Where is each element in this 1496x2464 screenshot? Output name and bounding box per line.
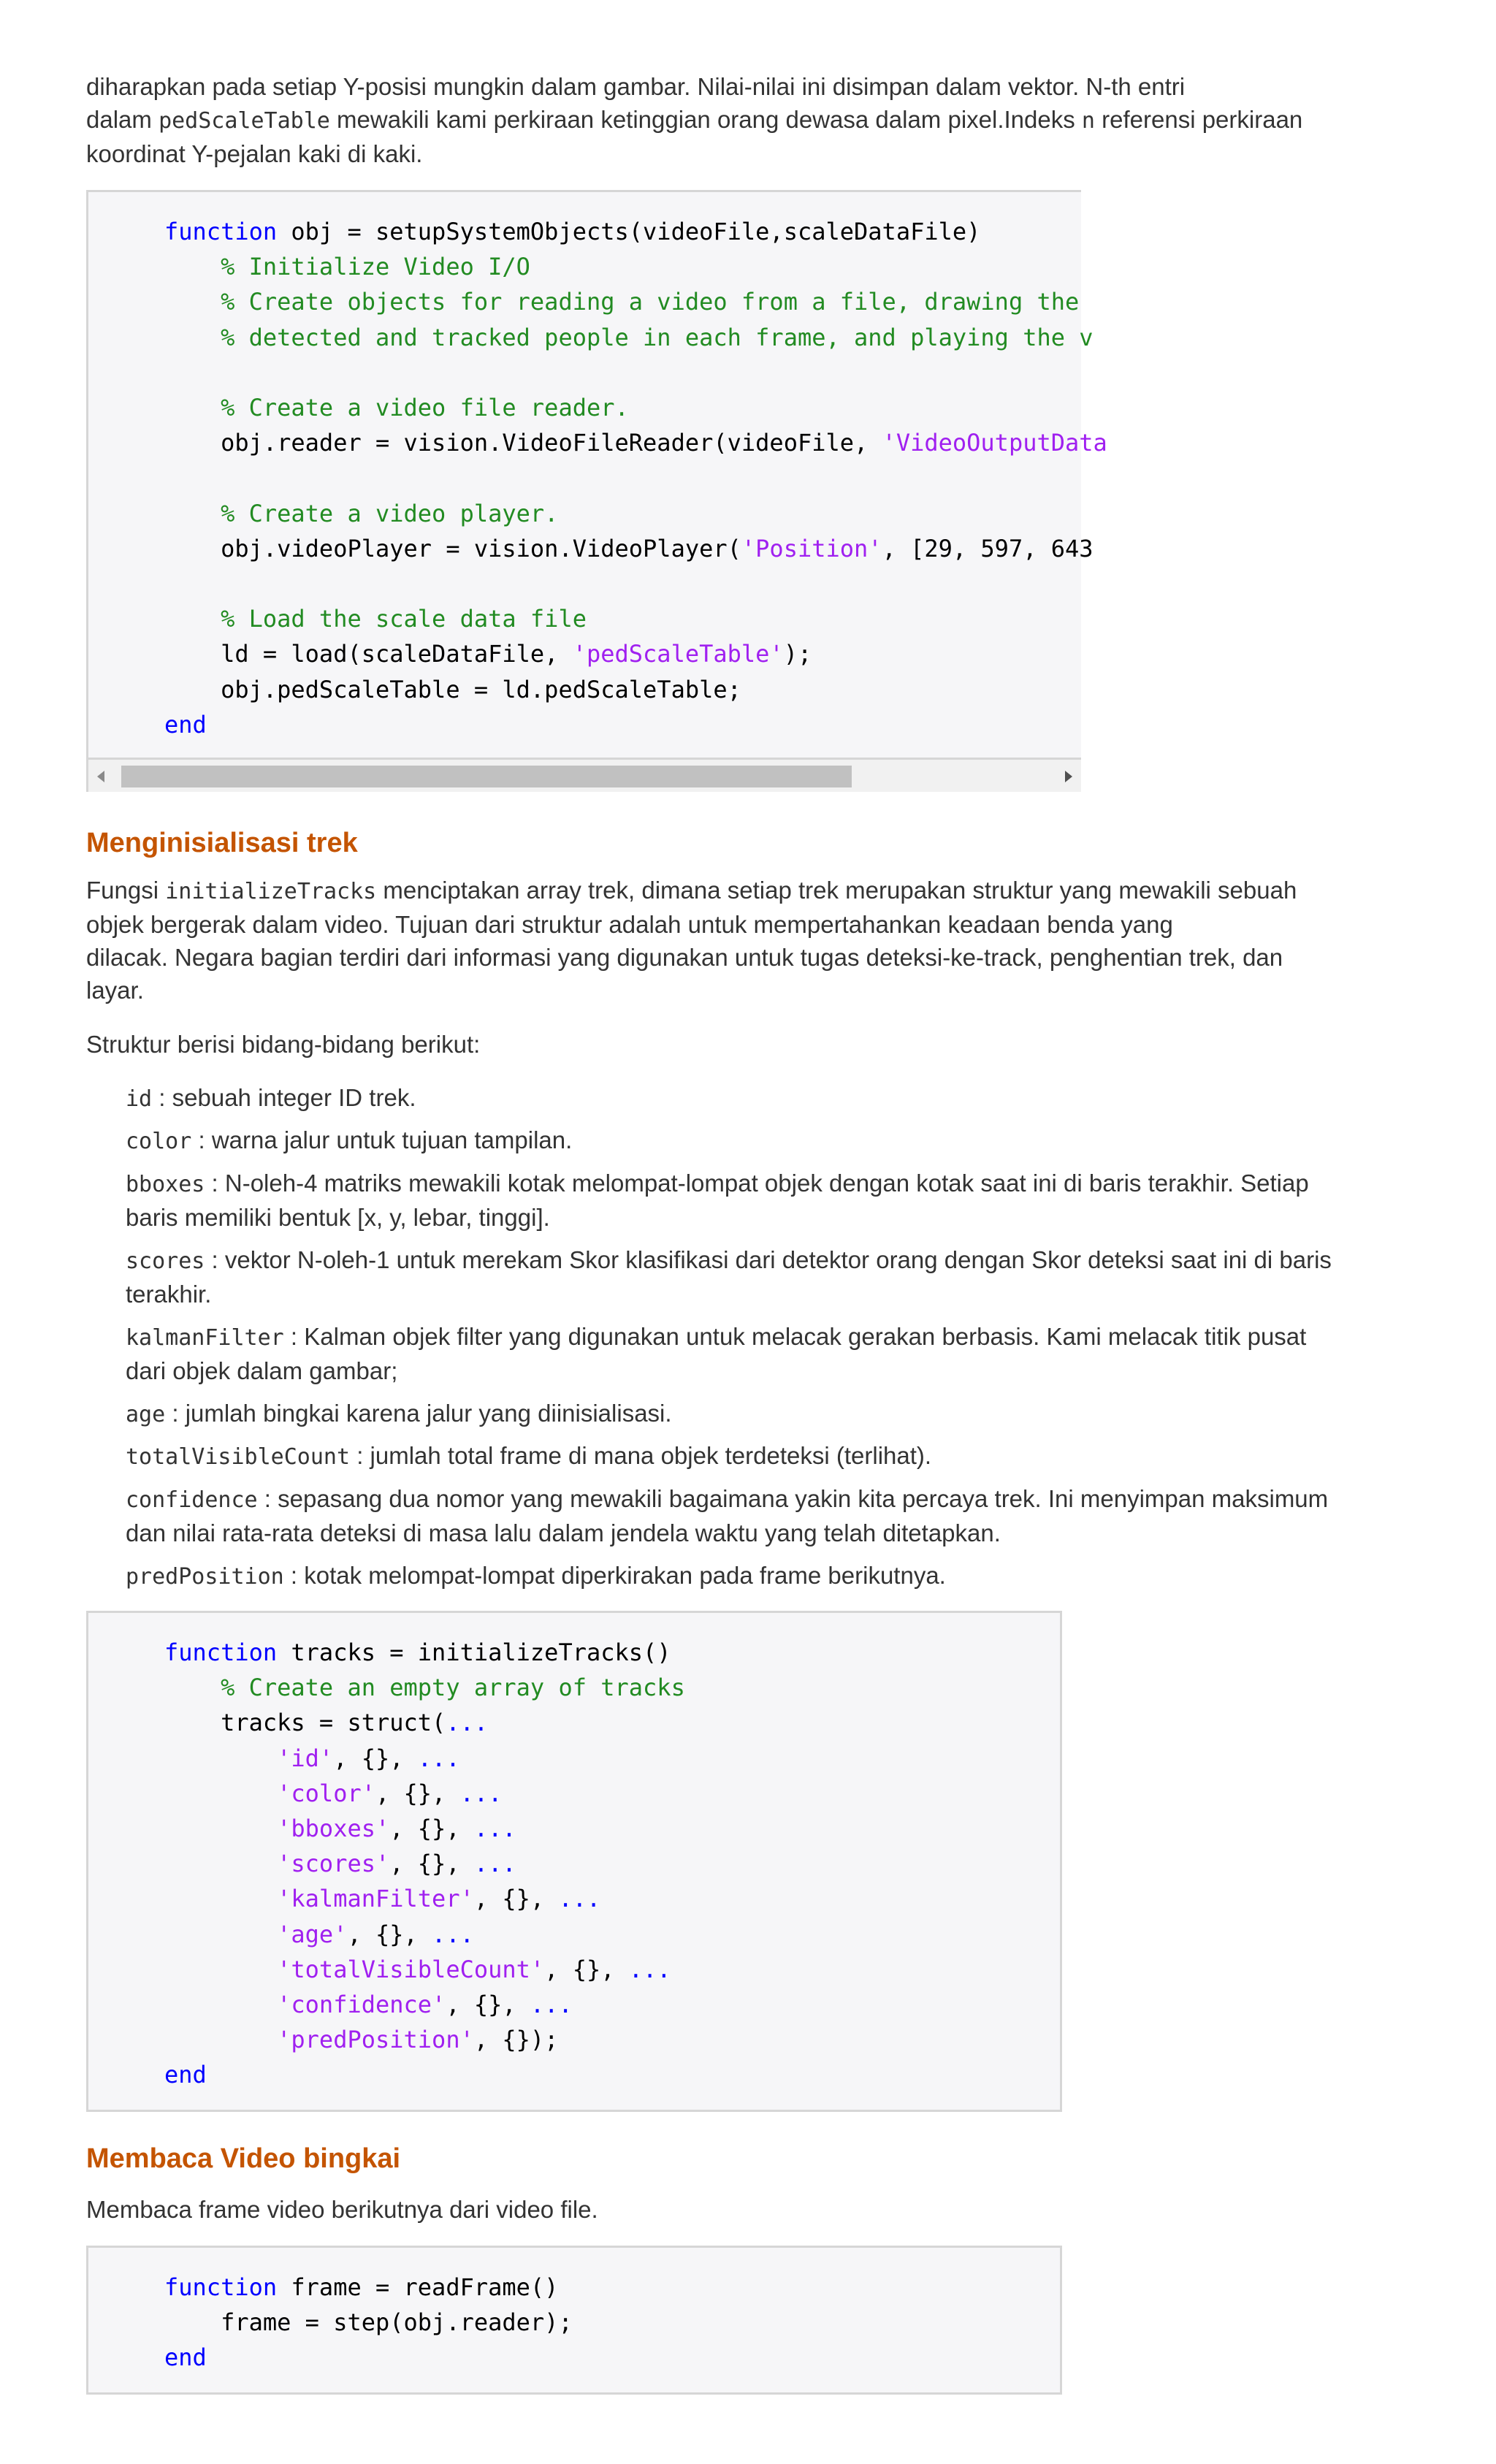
field-name: color [126,1129,192,1154]
paragraph-prefix: Fungsi [86,877,166,904]
field-item-confidence [126,1482,1416,1549]
code-token: tracks = initializeTracks() [277,1639,671,1666]
code-line [164,288,1079,316]
field-item-kalmanfilter [126,1320,1416,1387]
code-token: , {}, [347,1920,432,1948]
code-line [164,2061,207,2089]
code-comment: % detected and tracked people in each frame, and playing the v [221,323,1094,351]
code-line [164,535,1094,562]
code-token [164,1921,277,1948]
field-description-line-2: terakhir. [126,1281,212,1308]
code-string: 'VideoOutputData [882,429,1107,457]
code-continuation: ... [473,1850,516,1878]
code-continuation: ... [530,1991,573,2019]
code-line [164,253,530,281]
intro-line-2-middle: mewakili kami perkiraan ketinggian orang dewasa dalam pixel.Indeks [329,106,1082,133]
code-line [164,2026,558,2053]
inline-code-pedscaletable: pedScaleTable [159,108,330,134]
field-item-totalvisiblecount [126,1439,1416,1473]
code-line [164,218,980,245]
field-item-predposition [126,1559,1416,1593]
code-line [164,640,812,668]
code-token: , {}, [473,1885,559,1913]
code-keyword: end [164,710,207,739]
paragraph-line-2: objek bergerak dalam video. Tujuan dari struktur adalah untuk mempertahankan keadaan benda yang [86,911,1173,938]
code-token: , {}, [389,1815,474,1843]
code-line [164,1674,685,1701]
code-line [164,1744,460,1772]
code-continuation: ... [628,1955,671,1983]
code-keyword: function [164,2273,278,2301]
field-description: : N-oleh-4 matriks mewakili kotak melompat-lompat objek dengan kotak saat ini di baris terakhir. Setiap [205,1170,1309,1197]
code-token: frame = step(obj.reader); [164,2308,573,2337]
code-line [164,500,558,527]
paragraph-line-1: menciptakan array trek, dimana setiap trek merupakan struktur yang mewakili sebuah [376,877,1297,904]
code-continuation: ... [446,1709,489,1737]
field-description: : vektor N-oleh-1 untuk merekam Skor klasifikasi dari detektor orang dengan Skor deteksi saat ini di baris [205,1246,1332,1273]
paragraph-line-4: layar. [86,977,144,1004]
code-token [164,1674,221,1701]
read-frame-paragraph: Membaca frame video berikutnya dari video file. [86,2196,598,2223]
code-string: 'pedScaleTable' [572,640,784,668]
code-string: 'bboxes' [277,1815,390,1843]
field-item-scores [126,1243,1416,1311]
code-block-initialize-tracks[interactable] [86,1611,1062,2112]
field-item-age [126,1397,1416,1431]
code-line [164,1850,516,1877]
code-block-setup-system-objects[interactable] [86,190,1107,760]
code-comment: % Create objects for reading a video from a file, drawing the [221,288,1080,316]
field-description: : kotak melompat-lompat diperkirakan pada frame berikutnya. [283,1562,946,1589]
code-line [164,676,741,703]
code-comment: % Load the scale data file [221,605,587,633]
code-token: obj.videoPlayer = vision.VideoPlayer( [164,534,741,562]
code-line [164,1991,573,2018]
code-line [164,1815,516,1842]
code-comment: % Create an empty array of tracks [221,1674,685,1702]
field-name: id [126,1086,153,1112]
code-line [164,1956,671,1983]
code-line [164,2273,558,2301]
code-token [164,1780,277,1807]
code-string: 'scores' [277,1850,390,1878]
code-token [164,1991,277,2018]
field-name: bboxes [126,1172,205,1197]
scrollbar-thumb[interactable] [121,766,852,787]
code-string: 'id' [277,1744,334,1772]
field-item-color [126,1124,1416,1158]
code-text [164,1635,685,2093]
fields-intro: Struktur berisi bidang-bidang berikut: [86,1031,481,1058]
code-token [164,500,221,527]
code-string: 'predPosition' [277,2026,474,2054]
scroll-right-arrow-icon[interactable] [1065,771,1072,782]
field-description: : sebuah integer ID trek. [152,1084,416,1111]
code-continuation: ... [558,1885,601,1913]
code-keyword: end [164,2061,207,2089]
code-token [164,394,221,422]
field-description-line-2: dan nilai rata-rata deteksi di masa lalu dalam jendela waktu yang telah ditetapkan. [126,1519,1001,1546]
initialize-tracks-paragraph [86,874,1423,1007]
code-token [164,1744,277,1772]
code-string: 'kalmanFilter' [277,1885,474,1913]
code-line [164,1709,488,1736]
intro-line-2-suffix: referensi perkiraan [1094,106,1303,133]
code-line [164,1885,600,1912]
intro-line-2-prefix: dalam [86,106,159,133]
code-token [164,253,221,281]
code-token [164,1885,277,1912]
code-continuation: ... [473,1815,516,1843]
code-token: , {}, [333,1744,418,1772]
code-line [164,429,1107,457]
field-item-id [126,1081,1416,1115]
field-name: confidence [126,1487,258,1513]
code-line [164,605,587,633]
code-token: ld = load(scaleDataFile, [164,640,573,668]
code-token: obj = setupSystemObjects(videoFile,scaleDataFile) [277,218,981,245]
code-token: , [29, 597, 643 [882,534,1094,562]
code-keyword: function [164,1639,278,1666]
code-string: 'Position' [741,534,882,562]
field-description: : sepasang dua nomor yang mewakili bagaimana yakin kita percaya trek. Ini menyimpan maksimum [257,1485,1329,1512]
code-token: , {}, [446,1991,530,2019]
code-token [164,605,221,633]
paragraph-line-3: dilacak. Negara bagian terdiri dari informasi yang digunakan untuk tugas deteksi-ke-track, penghentian trek, dan [86,944,1283,971]
code-continuation: ... [417,1744,460,1772]
section-heading-initialize-tracks: Menginisialisasi trek [86,828,358,858]
code-line [164,1780,502,1807]
code-token: ); [783,640,812,668]
code-token [164,288,221,316]
code-string: 'confidence' [277,1991,446,2019]
field-name: age [126,1402,166,1427]
inline-code-initializetracks: initializeTracks [165,879,377,904]
field-description-line-2: baris memiliki bentuk [x, y, lebar, tinggi]. [126,1204,550,1231]
field-name: predPosition [126,1564,284,1590]
code-token [164,2026,277,2053]
code-line [164,1639,671,1666]
field-description: : jumlah total frame di mana objek terdeteksi (terlihat). [350,1442,932,1469]
code-comment: % Create a video file reader. [221,394,629,422]
code-token [164,324,221,351]
field-description: : warna jalur untuk tujuan tampilan. [191,1126,573,1153]
intro-line-3: koordinat Y-pejalan kaki di kaki. [86,140,423,167]
field-name: kalmanFilter [126,1325,284,1351]
code-comment: % Initialize Video I/O [221,253,530,281]
code-token: , {}, [389,1850,474,1878]
code-line [164,324,1094,351]
code-continuation: ... [459,1779,503,1807]
code-token [164,1850,277,1877]
field-name: scores [126,1248,205,1274]
code-line [164,1921,474,1948]
section-heading-read-video-frame: Membaca Video bingkai [86,2143,401,2174]
code-token: , {}, [375,1779,460,1807]
code-token: , {}, [544,1955,629,1983]
code-token: obj.pedScaleTable = ld.pedScaleTable; [164,675,741,703]
field-description-line-2: dari objek dalam gambar; [126,1357,398,1384]
intro-line-1: diharapkan pada setiap Y-posisi mungkin dalam gambar. Nilai-nilai ini disimpan dalam vektor. N-th entri [86,73,1186,100]
code-continuation: ... [432,1920,474,1948]
field-description: : jumlah bingkai karena jalur yang diinisialisasi. [165,1400,672,1427]
scroll-left-arrow-icon[interactable] [97,771,104,782]
horizontal-scrollbar[interactable] [86,760,1081,792]
code-line [164,2343,207,2371]
code-token [164,1956,277,1983]
code-keyword: function [164,218,278,245]
code-line [164,394,629,422]
intro-paragraph [86,70,1423,170]
code-token: , {}); [473,2026,559,2054]
code-token: obj.reader = vision.VideoFileReader(videoFile, [164,429,882,457]
code-line [164,711,207,739]
field-description: : Kalman objek filter yang digunakan untuk melacak gerakan berbasis. Kami melacak titik pusat [283,1323,1307,1350]
field-item-bboxes [126,1167,1416,1234]
code-text [164,214,1107,742]
code-token: tracks = struct( [164,1709,446,1737]
code-line [164,2308,573,2336]
code-comment: % Create a video player. [221,499,559,527]
field-name: totalVisibleCount [126,1444,351,1470]
code-token: frame = readFrame() [277,2273,559,2301]
code-string: 'totalVisibleCount' [277,1955,545,1983]
code-string: 'age' [277,1920,348,1948]
code-keyword: end [164,2343,207,2372]
code-text [164,2270,573,2376]
code-token [164,1815,277,1842]
code-string: 'color' [277,1779,375,1807]
code-block-read-frame[interactable] [86,2246,1062,2395]
inline-code-n: n [1081,108,1095,134]
